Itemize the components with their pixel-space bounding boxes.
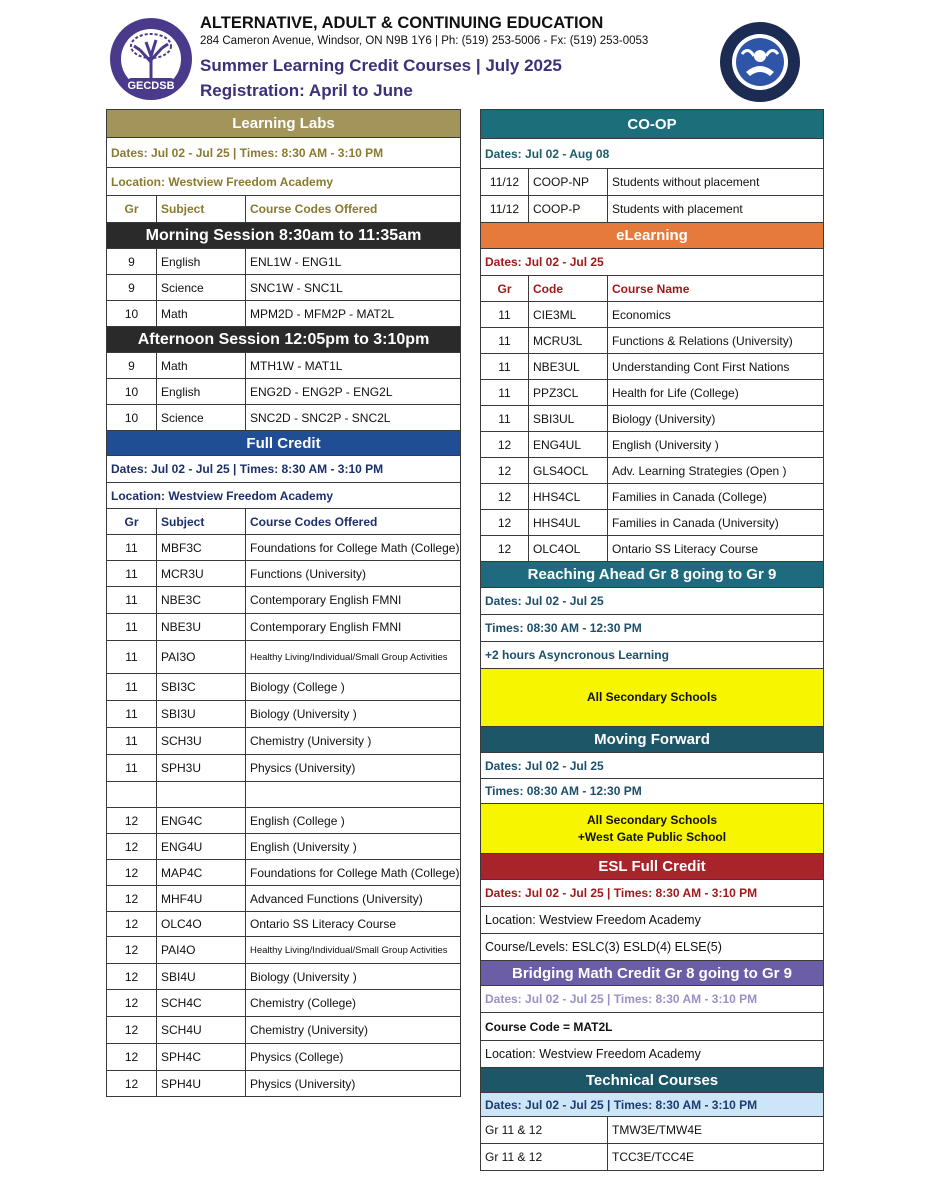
row-codes: SNC1W - SNC1L xyxy=(246,275,461,301)
table-row xyxy=(107,275,461,301)
row-grade: 11 xyxy=(481,354,529,380)
technical-dates: Dates: Jul 02 - Jul 25 | Times: 8:30 AM - 3:10 PM xyxy=(481,1093,824,1117)
table-row xyxy=(107,990,461,1017)
table-row xyxy=(107,1071,461,1097)
row-course-name: Contemporary English FMNI xyxy=(246,614,461,641)
technical-heading: Technical Courses xyxy=(481,1068,824,1093)
table-row xyxy=(481,406,824,432)
row-code: SCH4C xyxy=(157,990,246,1017)
table-row xyxy=(481,354,824,380)
col-course-name: Course Name xyxy=(608,276,824,302)
row-grade: 11 xyxy=(107,674,157,701)
table-row xyxy=(107,937,461,964)
learning-labs-heading-row xyxy=(107,110,461,138)
row-grade: 12 xyxy=(481,432,529,458)
row-course-name: Health for Life (College) xyxy=(608,380,824,406)
row-code: SPH4C xyxy=(157,1044,246,1071)
table-row xyxy=(107,379,461,405)
row-grade: 12 xyxy=(481,484,529,510)
full-credit-column-headers xyxy=(107,509,461,535)
row-course-name: Biology (University ) xyxy=(246,701,461,728)
table-row xyxy=(107,353,461,379)
row-grade: 12 xyxy=(481,510,529,536)
table-row xyxy=(107,1044,461,1071)
row-course-name: Chemistry (College) xyxy=(246,990,461,1017)
row-course-name: English (College ) xyxy=(246,808,461,834)
row-course-name: Healthy Living/Individual/Small Group Activities xyxy=(246,641,461,674)
row-code: MBF3C xyxy=(157,535,246,561)
table-row xyxy=(107,860,461,886)
row-course-name: Understanding Cont First Nations xyxy=(608,354,824,380)
table-row xyxy=(107,755,461,782)
table-row xyxy=(107,614,461,641)
row-code: MHF4U xyxy=(157,886,246,912)
reaching-ahead-times: Times: 08:30 AM - 12:30 PM xyxy=(481,615,824,642)
row-codes: MPM2D - MFM2P - MAT2L xyxy=(246,301,461,327)
row-course-name: Chemistry (University ) xyxy=(246,728,461,755)
row-code: PAI4O xyxy=(157,937,246,964)
row-code: HHS4UL xyxy=(529,510,608,536)
right-course-table xyxy=(480,109,824,1171)
coop-heading: CO-OP xyxy=(481,110,824,139)
table-row xyxy=(481,302,824,328)
row-course-name: Students with placement xyxy=(608,196,824,223)
moving-forward-dates: Dates: Jul 02 - Jul 25 xyxy=(481,753,824,779)
full-credit-heading: Full Credit xyxy=(107,431,461,456)
row-grade: 11 xyxy=(481,380,529,406)
coop-dates: Dates: Jul 02 - Aug 08 xyxy=(481,139,824,169)
table-row xyxy=(481,1144,824,1171)
row-grade: 9 xyxy=(107,249,157,275)
row-code: MCRU3L xyxy=(529,328,608,354)
full-credit-location: Location: Westview Freedom Academy xyxy=(107,483,461,509)
table-row xyxy=(107,834,461,860)
table-row xyxy=(107,674,461,701)
elearning-dates: Dates: Jul 02 - Jul 25 xyxy=(481,249,824,276)
gecdsb-aace-logo xyxy=(108,16,194,102)
table-row xyxy=(481,328,824,354)
table-row xyxy=(481,510,824,536)
learning-labs-heading: Learning Labs xyxy=(107,110,461,138)
row-course-name: Advanced Functions (University) xyxy=(246,886,461,912)
reaching-ahead-extra: +2 hours Asyncronous Learning xyxy=(481,642,824,669)
reaching-ahead-dates: Dates: Jul 02 - Jul 25 xyxy=(481,588,824,615)
table-row xyxy=(107,912,461,937)
table-row xyxy=(107,405,461,431)
row-subject: Science xyxy=(157,405,246,431)
row-grade: 12 xyxy=(107,964,157,990)
row-course-name: Ontario SS Literacy Course xyxy=(608,536,824,562)
table-row xyxy=(481,169,824,196)
row-code: SPH4U xyxy=(157,1071,246,1097)
row-code: SBI4U xyxy=(157,964,246,990)
row-code: NBE3C xyxy=(157,587,246,614)
row-grade: 12 xyxy=(107,937,157,964)
row-code: NBE3UL xyxy=(529,354,608,380)
table-row xyxy=(107,535,461,561)
learning-labs-location: Location: Westview Freedom Academy xyxy=(107,168,461,196)
row-code: SPH3U xyxy=(157,755,246,782)
row-course-name: Economics xyxy=(608,302,824,328)
row-grade: 12 xyxy=(107,860,157,886)
row-course-name: Contemporary English FMNI xyxy=(246,587,461,614)
col-code: Code xyxy=(529,276,608,302)
row-code: OLC4OL xyxy=(529,536,608,562)
row-course-name: Foundations for College Math (College) xyxy=(246,535,461,561)
row-grade: 11 xyxy=(107,728,157,755)
bridging-code: Course Code = MAT2L xyxy=(481,1013,824,1041)
row-code: SCH3U xyxy=(157,728,246,755)
row-code: PAI3O xyxy=(157,641,246,674)
col-gr: Gr xyxy=(481,276,529,302)
row-codes: ENL1W - ENG1L xyxy=(246,249,461,275)
col-codes: Course Codes Offered xyxy=(246,196,461,223)
row-grade: 11/12 xyxy=(481,169,529,196)
table-row xyxy=(107,701,461,728)
row-grade: Gr 11 & 12 xyxy=(481,1144,608,1171)
morning-session-heading: Morning Session 8:30am to 11:35am xyxy=(107,223,461,249)
row-course-name: Ontario SS Literacy Course xyxy=(246,912,461,937)
row-grade: 12 xyxy=(107,1071,157,1097)
moving-forward-schools-line-2: +West Gate Public School xyxy=(577,829,727,844)
row-grade: 11 xyxy=(481,302,529,328)
header-registration: Registration: April to June xyxy=(200,81,413,100)
row-code: HHS4CL xyxy=(529,484,608,510)
table-row xyxy=(481,536,824,562)
row-grade: 11 xyxy=(107,641,157,674)
row-grade: Gr 11 & 12 xyxy=(481,1117,608,1144)
row-code: ENG4UL xyxy=(529,432,608,458)
row-course-name: Students without placement xyxy=(608,169,824,196)
moving-forward-schools-line-1: All Secondary Schools xyxy=(586,812,718,827)
table-row xyxy=(107,886,461,912)
row-grade: 11 xyxy=(107,755,157,782)
table-row xyxy=(107,641,461,674)
row-course-name: Healthy Living/Individual/Small Group Activities xyxy=(246,937,461,964)
table-row xyxy=(107,808,461,834)
header-subtitle: Summer Learning Credit Courses | July 2025 xyxy=(200,56,562,75)
row-grade: 10 xyxy=(107,301,157,327)
row-course-name: Biology (University) xyxy=(608,406,824,432)
row-code: SBI3C xyxy=(157,674,246,701)
elearning-column-headers xyxy=(481,276,824,302)
row-code xyxy=(157,782,246,808)
reaching-ahead-schools: All Secondary Schools xyxy=(481,669,824,727)
bridging-location: Location: Westview Freedom Academy xyxy=(481,1041,824,1068)
row-course-name: Physics (University) xyxy=(246,1071,461,1097)
table-row xyxy=(107,561,461,587)
logo-left-text: GECDSB xyxy=(127,80,175,92)
row-grade: 10 xyxy=(107,379,157,405)
row-grade: 9 xyxy=(107,353,157,379)
row-course-name: Families in Canada (University) xyxy=(608,510,824,536)
row-grade: 12 xyxy=(481,458,529,484)
esl-dates: Dates: Jul 02 - Jul 25 | Times: 8:30 AM - 3:10 PM xyxy=(481,880,824,907)
table-row xyxy=(107,728,461,755)
bridging-dates: Dates: Jul 02 - Jul 25 | Times: 8:30 AM - 3:10 PM xyxy=(481,986,824,1013)
row-grade: 12 xyxy=(107,912,157,937)
row-grade: 12 xyxy=(107,834,157,860)
row-code: OLC4O xyxy=(157,912,246,937)
row-course-name: Foundations for College Math (College) xyxy=(246,860,461,886)
row-code: MCR3U xyxy=(157,561,246,587)
row-code: GLS4OCL xyxy=(529,458,608,484)
row-code: COOP-NP xyxy=(529,169,608,196)
table-row xyxy=(107,587,461,614)
row-grade: 11/12 xyxy=(481,196,529,223)
esl-heading: ESL Full Credit xyxy=(481,854,824,880)
row-course-name: Biology (College ) xyxy=(246,674,461,701)
row-grade: 9 xyxy=(107,275,157,301)
row-grade: 11 xyxy=(107,614,157,641)
table-row xyxy=(481,458,824,484)
left-course-table xyxy=(106,109,461,1097)
table-row xyxy=(107,301,461,327)
gecdsb-board-seal xyxy=(718,20,802,104)
row-grade: 12 xyxy=(107,808,157,834)
row-code: SBI3UL xyxy=(529,406,608,432)
row-course-name: English (University ) xyxy=(246,834,461,860)
learning-labs-dates: Dates: Jul 02 - Jul 25 | Times: 8:30 AM - 3:10 PM xyxy=(107,138,461,168)
row-course-name: Functions (University) xyxy=(246,561,461,587)
row-grade: 12 xyxy=(107,990,157,1017)
row-grade: 11 xyxy=(481,406,529,432)
row-course-name: Functions & Relations (University) xyxy=(608,328,824,354)
row-code: ENG4C xyxy=(157,808,246,834)
table-row xyxy=(481,1117,824,1144)
afternoon-session-heading: Afternoon Session 12:05pm to 3:10pm xyxy=(107,327,461,353)
row-grade: 12 xyxy=(107,1044,157,1071)
full-credit-dates: Dates: Jul 02 - Jul 25 | Times: 8:30 AM - 3:10 PM xyxy=(107,456,461,483)
esl-levels: Course/Levels: ESLC(3) ESLD(4) ELSE(5) xyxy=(481,934,824,961)
row-code: TMW3E/TMW4E xyxy=(608,1117,824,1144)
row-grade: 11 xyxy=(107,587,157,614)
row-course-name xyxy=(246,782,461,808)
header-address: 284 Cameron Avenue, Windsor, ON N9B 1Y6 | Ph: (519) 253-5006 - Fx: (519) 253-0053 xyxy=(200,35,649,47)
table-row xyxy=(481,432,824,458)
table-row xyxy=(481,196,824,223)
learning-labs-column-headers xyxy=(107,196,461,223)
moving-forward-heading: Moving Forward xyxy=(481,727,824,753)
row-grade: 11 xyxy=(481,328,529,354)
row-codes: ENG2D - ENG2P - ENG2L xyxy=(246,379,461,405)
row-course-name: Chemistry (University) xyxy=(246,1017,461,1044)
col-codes: Course Codes Offered xyxy=(246,509,461,535)
table-row xyxy=(481,380,824,406)
table-row xyxy=(107,1017,461,1044)
row-subject: English xyxy=(157,379,246,405)
row-grade: 12 xyxy=(107,886,157,912)
row-codes: SNC2D - SNC2P - SNC2L xyxy=(246,405,461,431)
bridging-heading: Bridging Math Credit Gr 8 going to Gr 9 xyxy=(481,961,824,986)
row-grade: 11 xyxy=(107,701,157,728)
row-code: PPZ3CL xyxy=(529,380,608,406)
moving-forward-schools xyxy=(481,804,824,854)
row-grade: 12 xyxy=(481,536,529,562)
row-codes: MTH1W - MAT1L xyxy=(246,353,461,379)
row-code: TCC3E/TCC4E xyxy=(608,1144,824,1171)
row-subject: Math xyxy=(157,353,246,379)
esl-location: Location: Westview Freedom Academy xyxy=(481,907,824,934)
row-course-name: Biology (University ) xyxy=(246,964,461,990)
row-code: SCH4U xyxy=(157,1017,246,1044)
header-title: ALTERNATIVE, ADULT & CONTINUING EDUCATION xyxy=(200,14,604,32)
row-course-name: Families in Canada (College) xyxy=(608,484,824,510)
row-grade: 12 xyxy=(107,1017,157,1044)
col-gr: Gr xyxy=(107,509,157,535)
reaching-ahead-heading: Reaching Ahead Gr 8 going to Gr 9 xyxy=(481,562,824,588)
row-grade: 11 xyxy=(107,561,157,587)
table-row xyxy=(107,964,461,990)
col-gr: Gr xyxy=(107,196,157,223)
row-course-name: Physics (University) xyxy=(246,755,461,782)
row-subject: Science xyxy=(157,275,246,301)
row-code: MAP4C xyxy=(157,860,246,886)
row-course-name: Physics (College) xyxy=(246,1044,461,1071)
row-course-name: English (University ) xyxy=(608,432,824,458)
table-row xyxy=(481,484,824,510)
row-subject: English xyxy=(157,249,246,275)
row-grade: 10 xyxy=(107,405,157,431)
col-subject: Subject xyxy=(157,196,246,223)
row-subject: Math xyxy=(157,301,246,327)
elearning-heading: eLearning xyxy=(481,223,824,249)
table-row xyxy=(107,249,461,275)
row-code: NBE3U xyxy=(157,614,246,641)
row-grade xyxy=(107,782,157,808)
row-code: ENG4U xyxy=(157,834,246,860)
row-grade: 11 xyxy=(107,535,157,561)
col-subject: Subject xyxy=(157,509,246,535)
table-row xyxy=(107,782,461,808)
page-header xyxy=(0,0,928,108)
row-code: SBI3U xyxy=(157,701,246,728)
moving-forward-times: Times: 08:30 AM - 12:30 PM xyxy=(481,779,824,804)
row-course-name: Adv. Learning Strategies (Open ) xyxy=(608,458,824,484)
row-code: CIE3ML xyxy=(529,302,608,328)
row-code: COOP-P xyxy=(529,196,608,223)
